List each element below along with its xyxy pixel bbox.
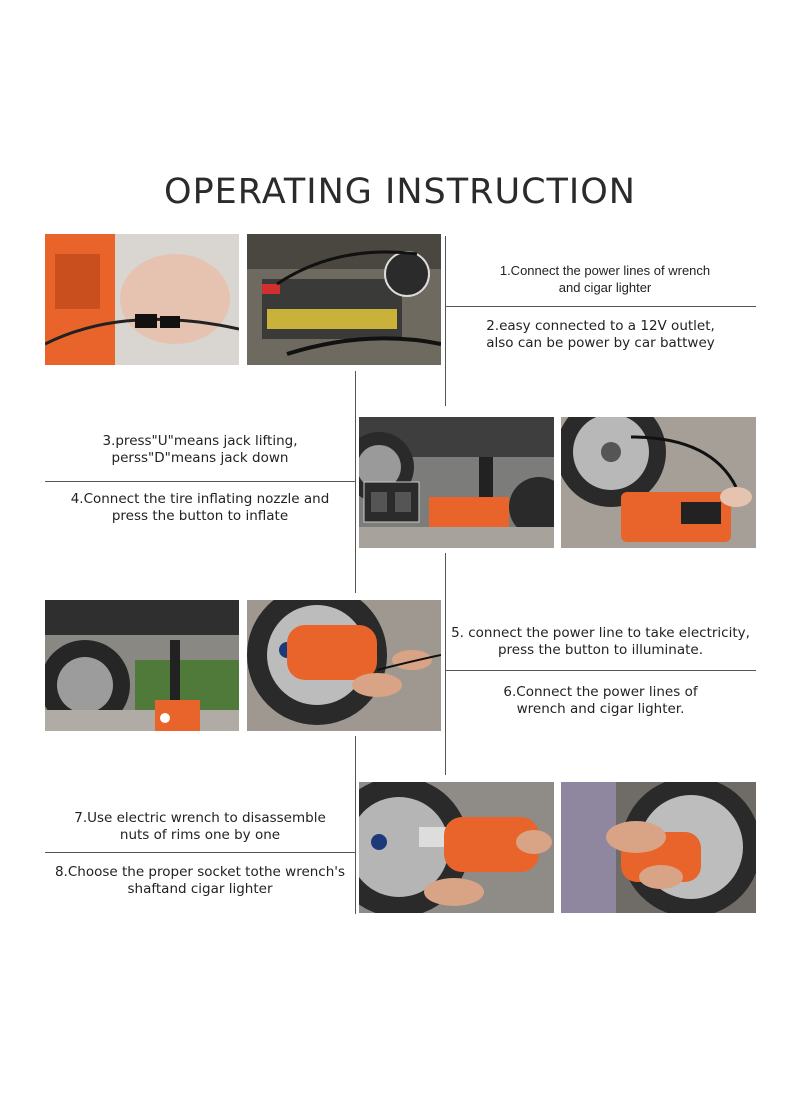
step-2-line-1: 2.easy connected to a 12V outlet, <box>486 318 715 334</box>
step-7-line-1: 7.Use electric wrench to disassemble <box>74 810 326 826</box>
step-8-line-2: shaftand cigar lighter <box>127 881 273 897</box>
step-4-caption <box>45 491 355 525</box>
photo-tire-inflating <box>561 417 756 548</box>
step-7-caption <box>45 810 355 844</box>
photo-jack-light <box>45 600 239 731</box>
page-title: OPERATING INSTRUCTION <box>164 172 636 212</box>
step-1-caption <box>455 262 755 296</box>
divider-vertical-2 <box>355 371 356 593</box>
photo-connector-plug <box>45 234 239 365</box>
divider-vertical-4 <box>355 736 356 914</box>
divider-horizontal-4 <box>45 852 355 853</box>
divider-horizontal-1 <box>445 306 756 307</box>
step-5-line-1: 5. connect the power line to take electricity, <box>451 625 750 641</box>
divider-vertical-3 <box>445 553 446 775</box>
photo-wrench-socket <box>561 782 756 913</box>
divider-horizontal-3 <box>445 670 756 671</box>
step-4-line-1: 4.Connect the tire inflating nozzle and <box>70 491 330 507</box>
step-3-line-1: 3.press"U"means jack lifting, <box>102 433 298 449</box>
step-5-caption <box>445 625 756 659</box>
step-1-line-1: 1.Connect the power lines of wrench <box>499 263 711 278</box>
photo-car-battery <box>247 234 441 365</box>
step-6-line-1: 6.Connect the power lines of <box>503 684 698 700</box>
step-1-line-2: and cigar lighter <box>558 280 652 295</box>
photo-wrench-power <box>247 600 441 731</box>
divider-horizontal-2 <box>45 481 355 482</box>
step-8-line-1: 8.Choose the proper socket tothe wrench's <box>54 864 346 880</box>
step-7-line-2: nuts of rims one by one <box>119 827 281 843</box>
step-6-caption <box>445 684 756 718</box>
photo-jack-under-car <box>359 417 554 548</box>
step-3-caption <box>45 433 355 467</box>
step-2-caption <box>445 318 756 352</box>
step-3-line-2: perss"D"means jack down <box>111 450 289 466</box>
step-8-caption <box>45 864 355 898</box>
photo-wrench-nuts <box>359 782 554 913</box>
step-4-line-2: press the button to inflate <box>111 508 289 524</box>
step-5-line-2: press the button to illuminate. <box>497 642 704 658</box>
step-6-line-2: wrench and cigar lighter. <box>516 701 685 717</box>
step-2-line-2: also can be power by car battwey <box>486 335 715 351</box>
